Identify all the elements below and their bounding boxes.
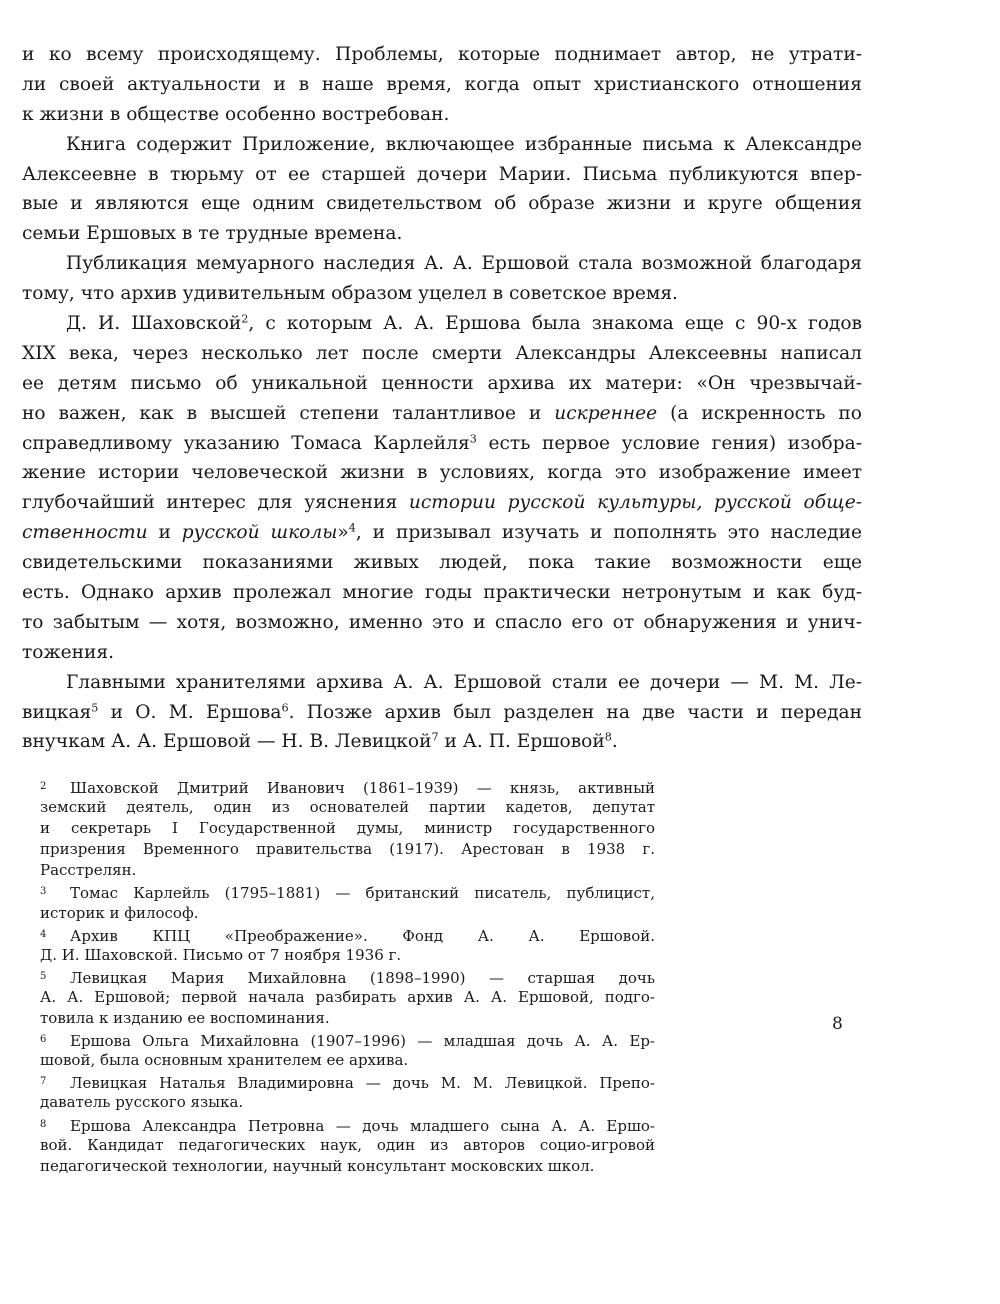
text-line bbox=[22, 518, 862, 548]
text-segment: и ко всему происходящему. Проблемы, которые поднимает автор, не утрати- bbox=[22, 44, 862, 65]
footnote-line bbox=[40, 839, 655, 860]
text-line bbox=[22, 219, 862, 249]
footnote-text: Томас Карлейль (1795–1881) — британский писатель, публицист, bbox=[70, 884, 655, 903]
footnote-line bbox=[40, 987, 655, 1008]
text-line bbox=[22, 399, 862, 429]
footnote-line bbox=[40, 818, 655, 839]
text-segment: справедливому указанию Томаса Карлейля bbox=[22, 432, 470, 454]
footnote-text: шовой, была основным хранителем ее архива. bbox=[40, 1051, 409, 1070]
footnote-text: земский деятель, один из основателей партии кадетов, депутат bbox=[40, 798, 655, 817]
text-segment: Книга содержит Приложение, включающее избранные письма к Александре bbox=[66, 133, 862, 155]
text-line bbox=[22, 160, 862, 190]
footnote-reference: 8 bbox=[604, 730, 612, 744]
footnote-text: педагогической технологии, научный консультант московских школ. bbox=[40, 1156, 595, 1175]
footnote-reference: 2 bbox=[241, 312, 249, 326]
text-segment: глубочайший интерес для уяснения bbox=[22, 492, 409, 514]
text-line bbox=[22, 488, 862, 518]
text-line bbox=[22, 100, 862, 130]
footnote-line bbox=[40, 1156, 655, 1177]
text-segment: и О. М. Ершова bbox=[98, 701, 282, 723]
text-segment: ее детям письмо об уникальной ценности архива их матери: «Он чрезвычай- bbox=[22, 372, 862, 394]
footnote-text: Шаховской Дмитрий Иванович (1861–1939) — князь, активный bbox=[70, 779, 655, 797]
footnote-line bbox=[40, 903, 655, 924]
main-text bbox=[22, 40, 862, 757]
text-segment: вые и являются еще одним свидетельством об образе жизни и круге общения bbox=[22, 193, 862, 215]
text-segment: Главными хранителями архива А. А. Ершовой стали ее дочери — М. М. Ле- bbox=[66, 671, 862, 693]
text-line bbox=[22, 130, 862, 160]
text-segment: то забытым — хотя, возможно, именно это и спасло его от обнаружения и унич- bbox=[22, 611, 862, 633]
footnote-line bbox=[40, 881, 655, 902]
text-line bbox=[22, 429, 862, 459]
footnote-line bbox=[40, 1029, 655, 1050]
text-line bbox=[22, 249, 862, 279]
footnote-number: 5 bbox=[40, 970, 47, 982]
footnote-number: 4 bbox=[40, 928, 47, 940]
footnote-text: А. А. Ершовой; первой начала разбирать архив А. А. Ершовой, подго- bbox=[40, 987, 655, 1006]
text-line bbox=[22, 548, 862, 578]
text-line bbox=[22, 638, 862, 668]
text-segment: внучкам А. А. Ершовой — Н. В. Левицкой bbox=[22, 731, 432, 753]
text-segment: » bbox=[337, 522, 349, 544]
text-line bbox=[22, 279, 862, 309]
footnote-number: 8 bbox=[40, 1118, 47, 1130]
footnote-line bbox=[40, 1114, 655, 1135]
footnote-number: 2 bbox=[40, 781, 47, 792]
text-segment: Д. И. Шаховской bbox=[66, 313, 242, 335]
text-line bbox=[22, 70, 862, 100]
italic-text: искреннее bbox=[554, 402, 658, 424]
footnote-reference: 5 bbox=[91, 700, 99, 714]
text-segment: есть. Однако архив пролежал многие годы практически нетронутым и как буд- bbox=[22, 582, 862, 604]
footnote-line bbox=[40, 1092, 655, 1113]
text-segment: Публикация мемуарного наследия А. А. Ершовой стала возможной благодаря bbox=[66, 253, 862, 275]
footnote-text: товила к изданию ее воспоминания. bbox=[40, 1009, 330, 1028]
text-segment: но важен, как в высшей степени талантливое и bbox=[22, 402, 555, 424]
text-segment: , и призывал изучать и пополнять это наследие bbox=[355, 522, 863, 544]
text-segment: ли своей актуальности и в наше время, когда опыт христианского отношения bbox=[22, 73, 862, 95]
italic-text: русской школы bbox=[181, 522, 338, 544]
text-line bbox=[22, 668, 862, 698]
footnote-text: Расстрелян. bbox=[40, 861, 137, 880]
footnote-number: 7 bbox=[40, 1076, 47, 1088]
footnote-number: 3 bbox=[40, 886, 47, 898]
footnote-line bbox=[40, 945, 655, 966]
text-segment: свидетельскими показаниями живых людей, пока такие возможности еще bbox=[22, 552, 862, 574]
footnote-text: и секретарь I Государственной думы, министр государственного bbox=[40, 819, 655, 838]
text-segment: к жизни в обществе особенно востребован. bbox=[22, 103, 450, 125]
footnote-reference: 6 bbox=[281, 700, 289, 714]
text-line bbox=[22, 458, 862, 488]
text-segment: тожения. bbox=[22, 641, 115, 663]
text-line bbox=[22, 698, 862, 728]
text-segment: Алексеевне в тюрьму от ее старшей дочери Марии. Письма публикуются впер- bbox=[22, 163, 862, 185]
text-segment: и А. П. Ершовой bbox=[438, 731, 605, 753]
footnote-text: Ершова Ольга Михайловна (1907–1996) — младшая дочь А. А. Ер- bbox=[70, 1032, 655, 1051]
text-line bbox=[22, 339, 862, 369]
footnote-line bbox=[40, 1135, 655, 1156]
text-segment: , с которым А. А. Ершова была знакома еще с 90-х годов bbox=[248, 313, 862, 335]
text-segment: вицкая bbox=[22, 701, 92, 723]
footnote-reference: 4 bbox=[348, 521, 356, 535]
text-segment: жение истории человеческой жизни в условиях, когда это изображение имеет bbox=[22, 462, 862, 484]
footnote-reference: 3 bbox=[469, 431, 477, 445]
footnote-line bbox=[40, 860, 655, 881]
footnote-text: Архив КПЦ «Преображение». Фонд А. А. Ершовой. bbox=[70, 926, 655, 945]
text-line bbox=[22, 578, 862, 608]
text-line bbox=[22, 40, 862, 70]
text-segment: . bbox=[611, 731, 618, 753]
footnote-line bbox=[40, 966, 655, 987]
text-line bbox=[22, 727, 862, 757]
footnote-line bbox=[40, 1008, 655, 1029]
footnote-text: историк и философ. bbox=[40, 903, 199, 922]
text-segment: XIX века, через несколько лет после смерти Александры Алексеевны написал bbox=[22, 342, 862, 364]
footnote-line bbox=[40, 924, 655, 945]
page-number: 8 bbox=[832, 1014, 843, 1034]
footnote-line bbox=[40, 1050, 655, 1071]
footnote-reference: 7 bbox=[431, 730, 439, 744]
footnote-text: даватель русского языка. bbox=[40, 1093, 244, 1112]
footnote-text: вой. Кандидат педагогических наук, один из авторов социо-игровой bbox=[40, 1135, 655, 1154]
footnote-text: Левицкая Наталья Владимировна — дочь М. М. Левицкой. Препо- bbox=[70, 1074, 655, 1093]
text-segment: тому, что архив удивительным образом уцелел в советское время. bbox=[22, 283, 678, 305]
text-line bbox=[22, 189, 862, 219]
text-segment: (а искренность по bbox=[657, 402, 863, 424]
text-segment: есть первое условие гения) изобра- bbox=[476, 432, 862, 454]
footnote-text: призрения Временного правительства (1917). Арестован в 1938 г. bbox=[40, 840, 655, 859]
footnote-text: Левицкая Мария Михайловна (1898–1990) — старшая дочь bbox=[70, 968, 655, 987]
text-line bbox=[22, 608, 862, 638]
italic-text: истории русской культуры, русской обще- bbox=[408, 492, 862, 514]
footnote-line bbox=[40, 797, 655, 818]
footnote-text: Д. И. Шаховской. Письмо от 7 ноября 1936 г. bbox=[40, 945, 402, 964]
italic-text: ственности bbox=[22, 522, 148, 544]
footnotes bbox=[40, 776, 655, 1177]
footnote-text: Ершова Александра Петровна — дочь младшего сына А. А. Ершо- bbox=[70, 1116, 655, 1135]
footnote-line bbox=[40, 1071, 655, 1092]
text-segment: семьи Ершовых в те трудные времена. bbox=[22, 223, 403, 245]
text-segment: . Позже архив был разделен на две части и передан bbox=[288, 701, 862, 723]
text-line bbox=[22, 309, 862, 339]
text-line bbox=[22, 369, 862, 399]
footnote-number: 6 bbox=[40, 1034, 47, 1046]
footnote-line bbox=[40, 776, 655, 797]
text-segment: и bbox=[147, 522, 182, 544]
